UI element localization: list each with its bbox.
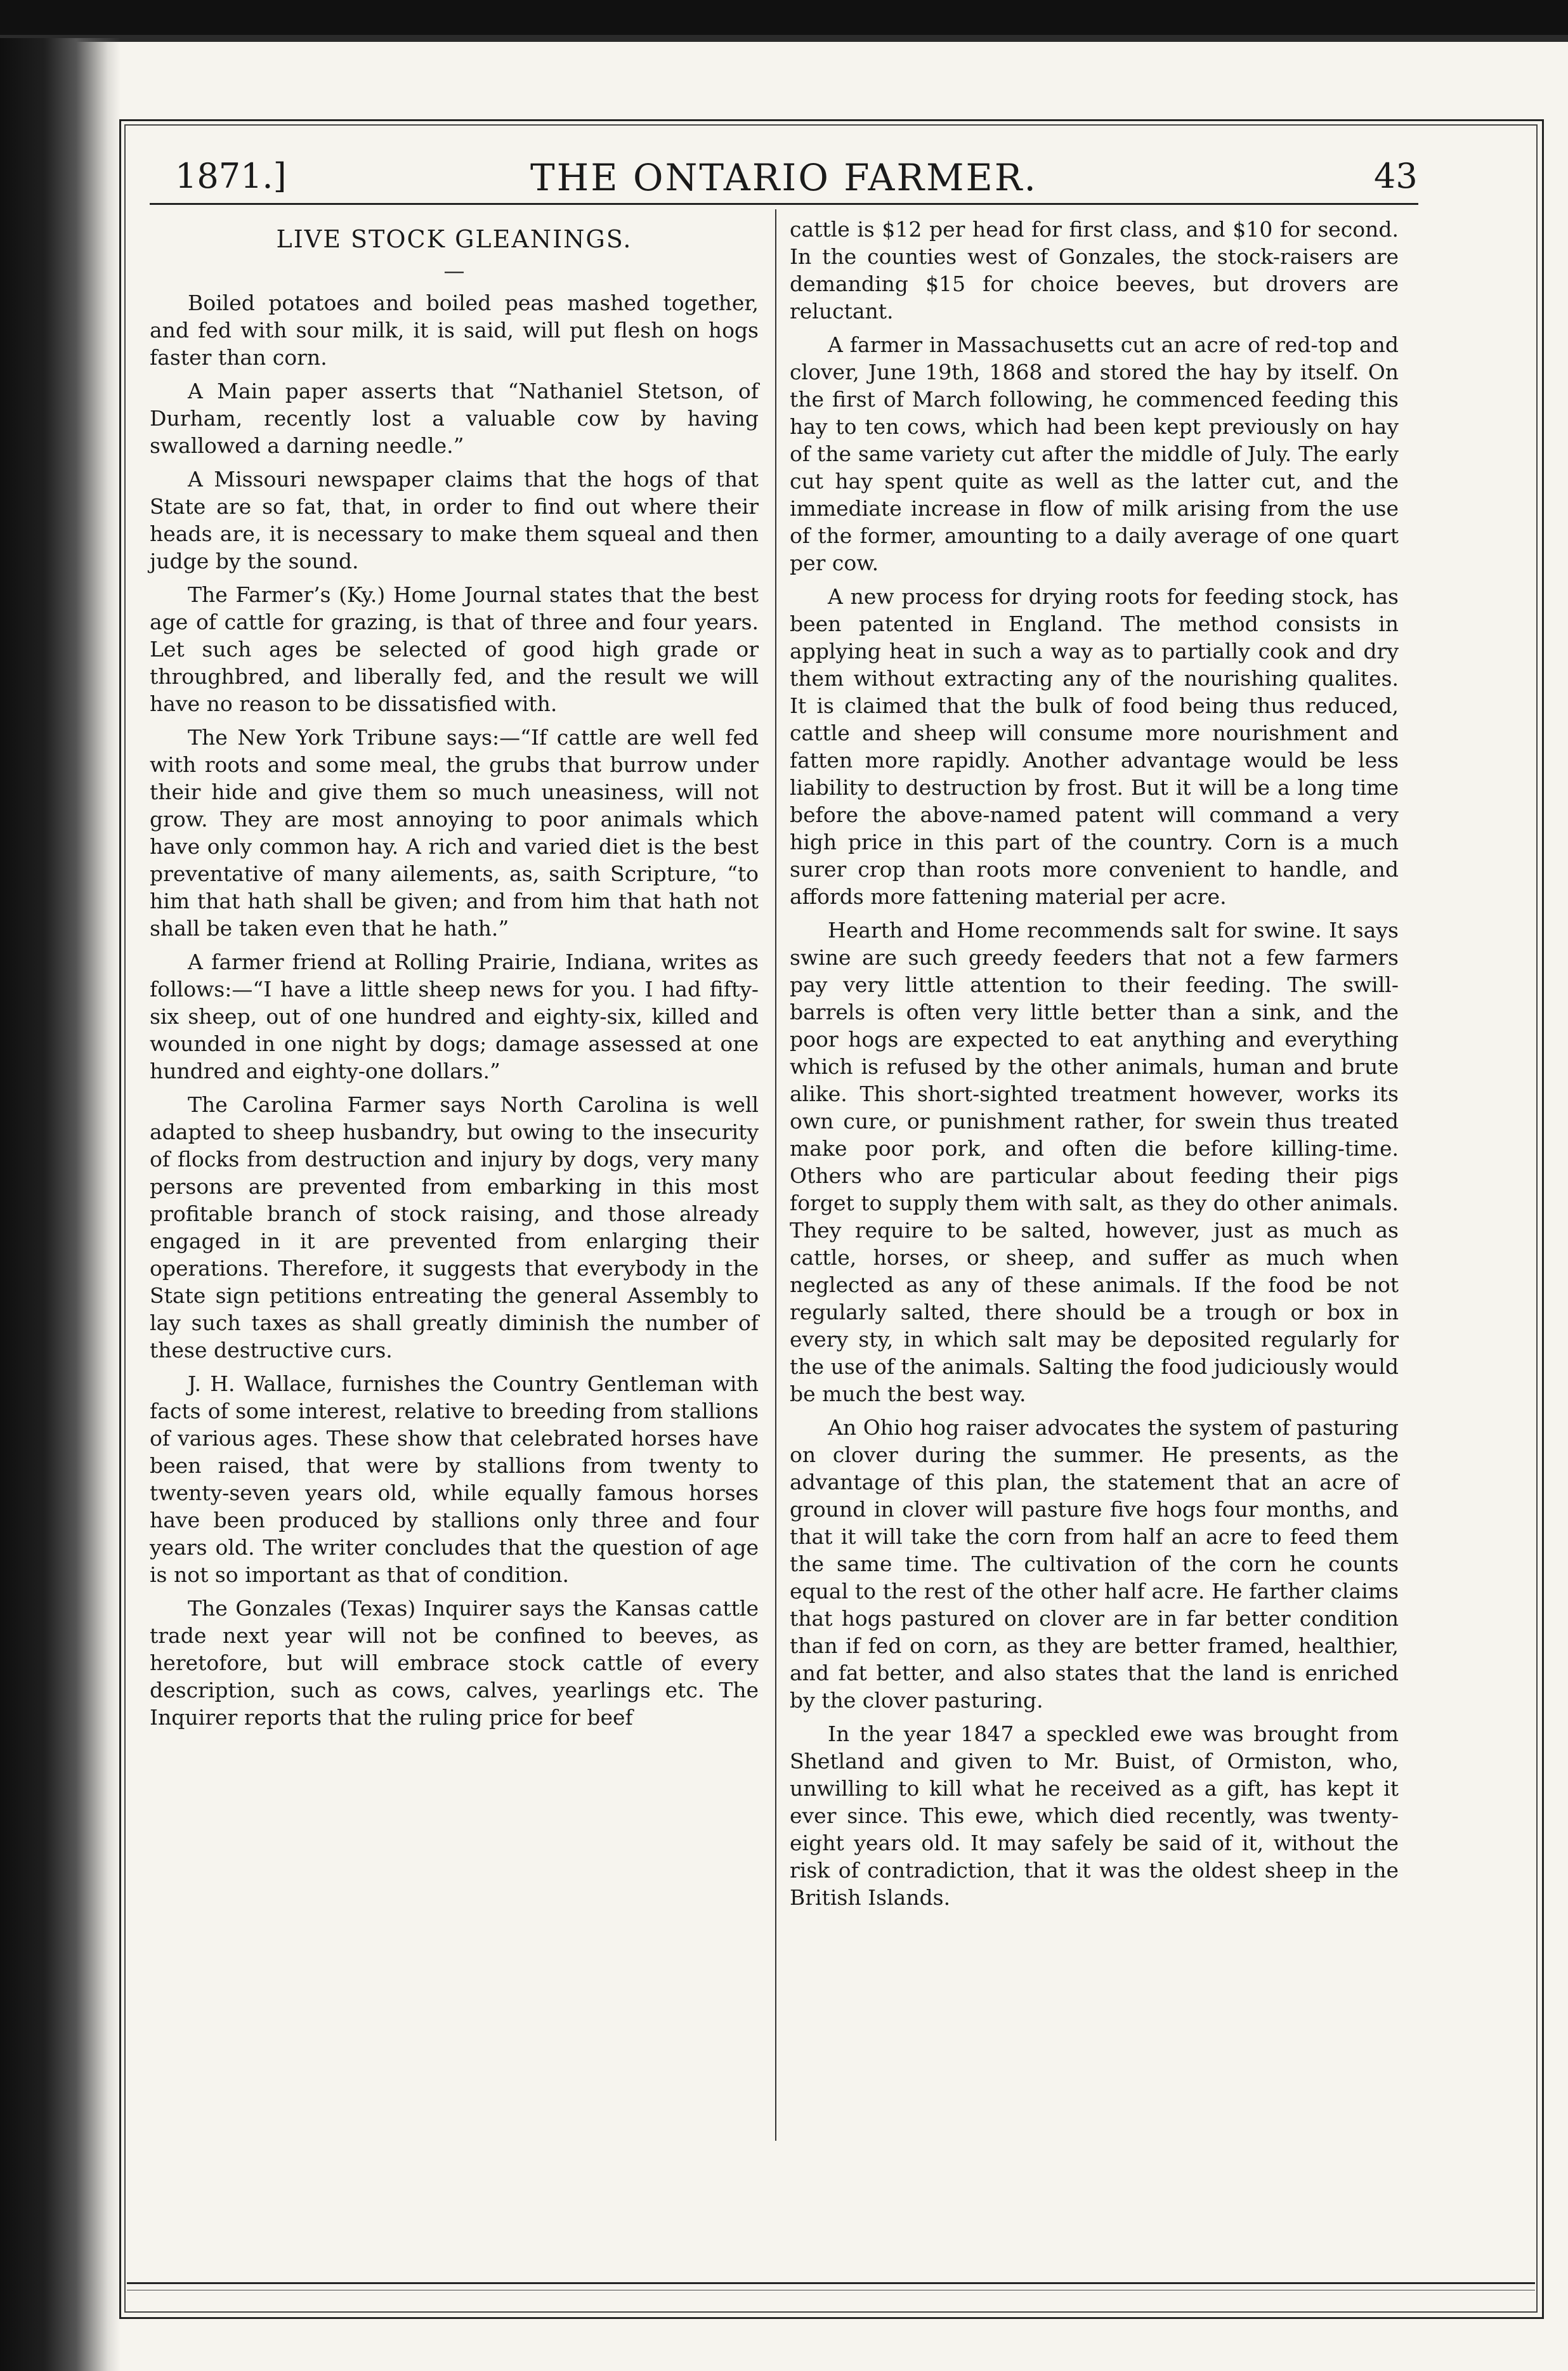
page-number: 43 [1374, 156, 1418, 196]
article-paragraph: A Main paper asserts that “Nathaniel Stetson, of Durham, recently lost a valuable cow by having swallowed a darning needle.” [150, 379, 759, 458]
column-divider [775, 209, 776, 2141]
article-paragraph: A Missouri newspaper claims that the hogs of that State are so fat, that, in order to find out where their heads are, it is necessary to make them squeal and then judge by the sound. [150, 467, 759, 573]
article-paragraph: A new process for drying roots for feeding stock, has been patented in England. The method consists in applying heat in such a way as to partially cook and dry them without extracting any of the nourishing qualites. It is claimed that the bulk of food being thus reduced, cattle and sheep will consume more nourishment and fatten more rapidly. Another advantage would be less liability to destruction by frost. But it will be a long time before the above-named patent will command a very high price in this part of the country. Corn is a much surer crop than roots more convenient to handle, and affords more fattening material per acre. [790, 584, 1399, 909]
left-column [150, 216, 759, 1737]
article-paragraph: The New York Tribune says:—“If cattle are well fed with roots and some meal, the grubs that burrow under their hide and give them so much uneasiness, will not grow. They are most annoying to poor animals which have only common hay. A rich and varied diet is the best preventative of many ailements, as, saith Scripture, “to him that hath shall be given; and from him that hath not shall be taken even that he hath.” [150, 725, 759, 941]
right-column [790, 216, 1399, 1917]
article-paragraph: In the year 1847 a speckled ewe was brought from Shetland and given to Mr. Buist, of Ormiston, who, unwilling to kill what he received as a gift, has kept it ever since. This ewe, which died recently, was twenty-eight years old. It may safely be said of it, without the risk of contradiction, that it was the oldest sheep in the British Islands. [790, 1721, 1399, 1910]
header-year: 1871.] [175, 156, 287, 196]
section-heading: LIVE STOCK GLEANINGS. [276, 225, 632, 253]
scan-top-edge [0, 0, 1568, 49]
article-paragraph: J. H. Wallace, furnishes the Country Gentleman with facts of some interest, relative to breeding from stallions of various ages. These show that celebrated horses have been raised, that were by stallions from twenty to twenty-seven years old, while equally famous horses have been produced by stallions only three and four years old. The writer concludes that the question of age is not so important as that of condition. [150, 1371, 759, 1587]
article-paragraph: The Carolina Farmer says North Carolina is well adapted to sheep husbandry, but owing to the insecurity of flocks from destruction and injury by dogs, very many persons are prevented from embarking in this most profitable branch of stock raising, and those already engaged in it are prevented from enlarging their operations. Therefore, it suggests that everybody in the State sign petitions entreating the general Assembly to lay such taxes as shall greatly diminish the number of these destructive curs. [150, 1092, 759, 1362]
heading-separator: — [443, 258, 465, 283]
footer-rule [127, 2282, 1535, 2284]
article-paragraph: The Gonzales (Texas) Inquirer says the Kansas cattle trade next year will not be confined to beeves, as heretofore, but will embrace stock cattle of every description, such as cows, calves, yearlings etc. The Inquirer reports that the ruling price for beef [150, 1596, 759, 1730]
article-paragraph: A farmer friend at Rolling Prairie, Indiana, writes as follows:—“I have a little sheep news for you. I had fifty-six sheep, out of one hundred and eighty-six, killed and wounded in one night by dogs; damage assessed at one hundred and eighty-one dollars.” [150, 950, 759, 1083]
scan-binding-shadow [0, 38, 121, 2371]
article-paragraph: Boiled potatoes and boiled peas mashed together, and fed with sour milk, it is said, will put flesh on hogs faster than corn. [150, 291, 759, 370]
article-paragraph: Hearth and Home recommends salt for swine. It says swine are such greedy feeders that not a few farmers pay very little attention to their feeding. The swill-barrels is often very little better than a sink, and the poor hogs are expected to eat anything and everything which is refused by the other animals, human and brute alike. This short-sighted treatment however, works its own cure, or punishment rather, for swein thus treated make poor pork, and often die before killing-time. Others who are particular about feeding their pigs forget to supply them with salt, as they do other animals. They require to be salted, however, just as much as cattle, horses, or sheep, and suffer as much when neglected as any of these animals. If the food be not regularly salted, there should be a trough or box in every sty, in which salt may be deposited regularly for the use of the animals. Salting the food judiciously would be much the best way. [790, 918, 1399, 1406]
continued-paragraph: cattle is $12 per head for first class, and $10 for second. In the counties west of Gonzales, the stock-raisers are demanding $15 for choice beeves, but drovers are reluctant. [790, 217, 1399, 323]
publication-title: THE ONTARIO FARMER. [530, 156, 1038, 199]
article-paragraph: An Ohio hog raiser advocates the system of pasturing on clover during the summer. He presents, as the advantage of this plan, the statement that an acre of ground in clover will pasture five hogs four months, and that it will take the corn from half an acre to feed them the same time. The cultivation of the corn he counts equal to the rest of the other half acre. He farther claims that hogs pastured on clover are in far better condition than if fed on corn, as they are better framed, healthier, and fat better, and also states that the land is enriched by the clover pasturing. [790, 1415, 1399, 1713]
running-header [150, 147, 1418, 204]
header-rule [150, 203, 1418, 205]
article-paragraph: The Farmer’s (Ky.) Home Journal states that the best age of cattle for grazing, is that of three and four years. Let such ages be selected of good high grade or throughbred, and liberally fed, and the result we will have no reason to be dissatisfied with. [150, 582, 759, 716]
article-paragraph: A farmer in Massachusetts cut an acre of red-top and clover, June 19th, 1868 and stored the hay by itself. On the first of March following, he commenced feeding this hay to ten cows, which had been kept previously on hay of the same variety cut after the middle of July. The early cut hay spent quite as well as the latter cut, and the immediate increase in flow of milk arising from the use of the former, amounting to a daily average of one quart per cow. [790, 332, 1399, 575]
